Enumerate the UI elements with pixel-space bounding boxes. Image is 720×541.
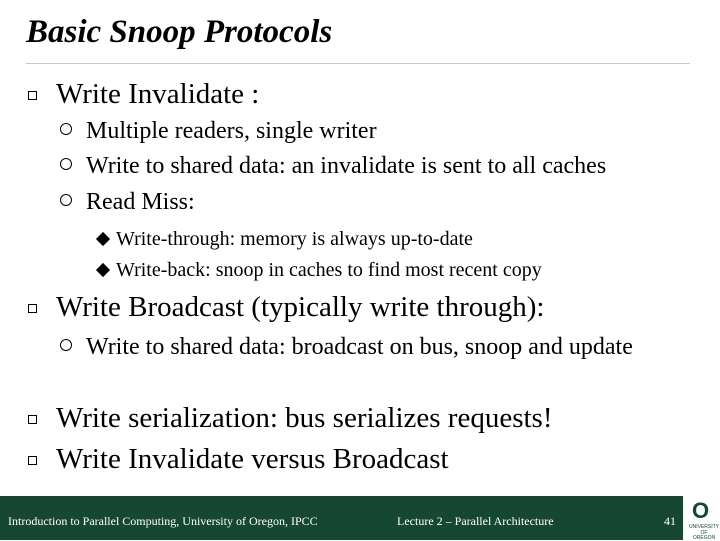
bullet-text: Write Broadcast (typically write through): [56,291,545,323]
footer-course: Introduction to Parallel Computing, University of Oregon, IPCC [8,514,318,528]
square-bullet-icon [28,456,37,465]
sub-bullet-multiple-readers [60,118,700,146]
circle-bullet-icon [60,194,72,206]
university-logo [686,496,720,540]
logo-letter: O [692,498,710,523]
bullet-text: Write Invalidate : [56,78,260,110]
square-bullet-icon [28,304,37,313]
circle-bullet-icon [60,158,72,170]
diamond-bullet-icon [96,263,110,277]
square-bullet-icon [28,415,37,424]
slide-footer [0,496,720,540]
title-divider [26,63,690,64]
circle-bullet-icon [60,123,72,135]
bullet-text: Write serialization: bus serializes requests! [56,402,553,434]
sub-bullet-write-shared-broadcast [60,334,660,362]
sub-bullet-text: Read Miss: [86,189,195,215]
sub-sub-bullet-text: Write-through: memory is always up-to-date [116,228,473,250]
circle-bullet-icon [60,339,72,351]
page-number: 41 [664,514,676,528]
sub-sub-bullet-text: Write-back: snoop in caches to find most recent copy [116,259,542,281]
sub-bullet-text: Multiple readers, single writer [86,118,377,144]
footer-lecture: Lecture 2 – Parallel Architecture [397,514,554,528]
logo-text-line-2: OF OREGON [692,530,716,541]
diamond-bullet-icon [96,232,110,246]
sub-bullet-write-shared-invalidate [60,153,700,181]
logo-text-line-1: UNIVERSITY [689,524,720,530]
sub-bullet-read-miss [60,189,700,217]
sub-bullet-text: Write to shared data: an invalidate is sent to all caches [86,153,607,179]
slide-title: Basic Snoop Protocols [26,14,333,50]
bullet-text: Write Invalidate versus Broadcast [56,443,449,475]
sub-bullet-text: Write to shared data: broadcast on bus, snoop and update [86,334,633,360]
square-bullet-icon [28,91,37,100]
